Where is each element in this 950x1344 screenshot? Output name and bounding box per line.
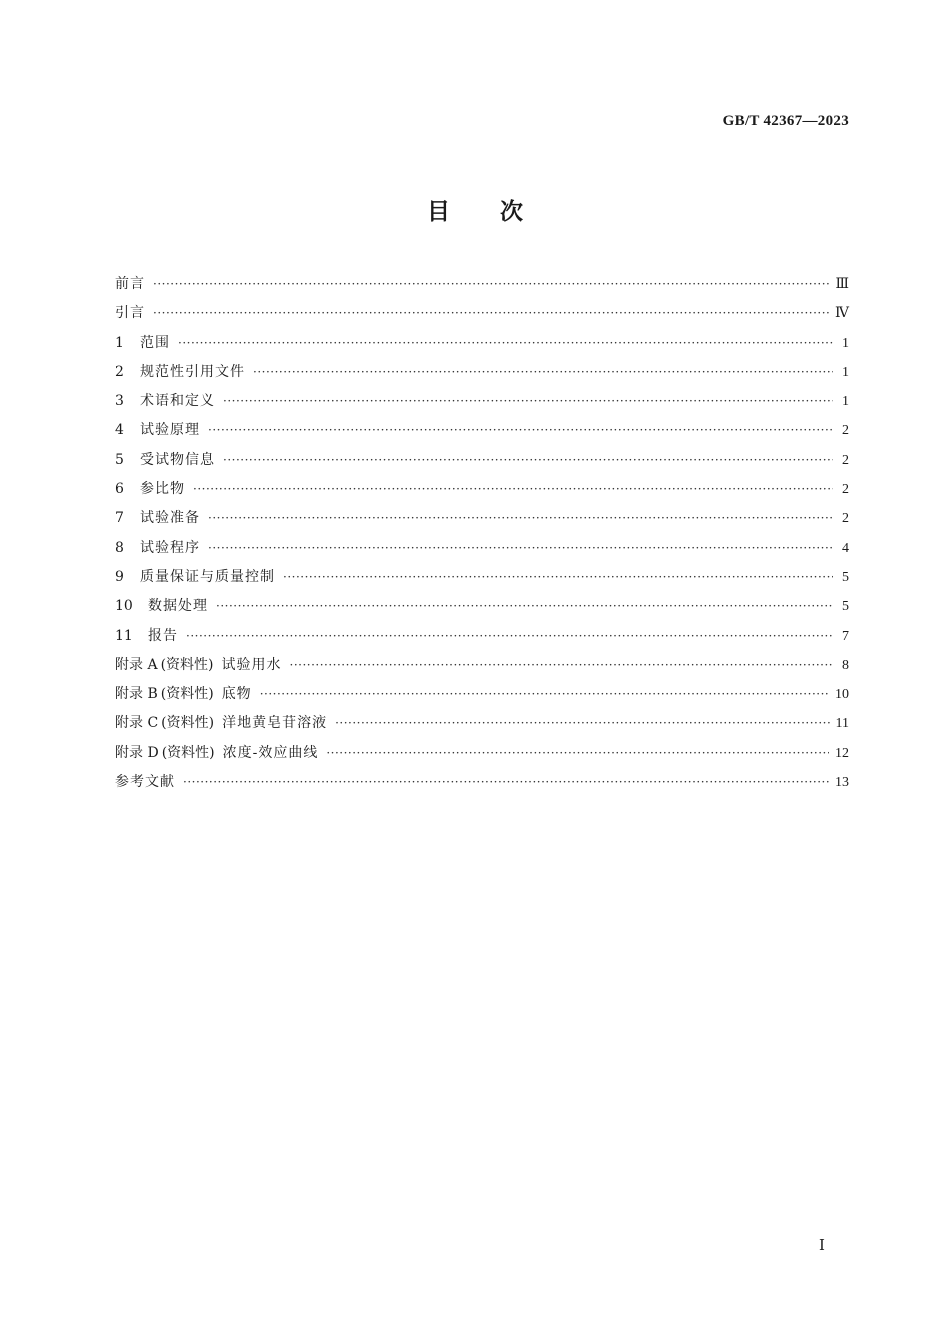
toc-entry-label: 规范性引用文件 (140, 363, 245, 380)
toc-entry-number: 4 (115, 422, 124, 439)
toc-leader-dots (208, 504, 833, 533)
toc-entry-5[interactable] (115, 446, 849, 475)
toc-leader-dots (178, 329, 833, 358)
annex-designation: 附录 A (115, 656, 158, 673)
toc-entry-label: 参比物 (140, 481, 185, 498)
toc-page-number: 2 (842, 511, 849, 527)
table-of-contents (115, 270, 849, 797)
toc-entry-annex-a[interactable] (115, 651, 849, 680)
toc-leader-dots (208, 416, 833, 445)
toc-entry-6[interactable] (115, 475, 849, 504)
toc-entry-number: 9 (115, 568, 124, 585)
toc-entry-label: 参考文献 (115, 774, 175, 791)
toc-entry-label: 洋地黄皂苷溶液 (222, 715, 328, 732)
toc-leader-dots (153, 270, 829, 299)
page-number: Ⅰ (819, 1238, 825, 1254)
toc-entry-label: 范围 (140, 334, 170, 351)
toc-leader-dots (223, 446, 833, 475)
toc-entry-number: 1 (115, 334, 124, 351)
toc-entry-label: 受试物信息 (140, 451, 215, 468)
toc-entry-number: 11 (115, 627, 133, 644)
annex-designation: 附录 D (115, 744, 159, 761)
toc-entry-3[interactable] (115, 387, 849, 416)
toc-entry-bibliography[interactable] (115, 768, 849, 797)
toc-leader-dots (193, 475, 833, 504)
toc-page-number: 11 (835, 716, 849, 732)
toc-entry-label: 底物 (221, 686, 252, 703)
toc-entry-label: 试验准备 (140, 510, 200, 527)
toc-page-number: 1 (842, 335, 849, 351)
toc-page-number: 1 (842, 394, 849, 410)
toc-page-number: Ⅳ (835, 306, 849, 322)
toc-entry-number: 6 (115, 481, 124, 498)
toc-page-number: 1 (842, 364, 849, 380)
toc-leader-dots (183, 768, 829, 797)
toc-entry-label: 试验程序 (140, 539, 200, 556)
toc-leader-dots (153, 299, 829, 328)
annex-classification: (资料性) (161, 715, 215, 732)
standard-code: GB/T 42367—2023 (722, 113, 849, 129)
toc-entry-11[interactable] (115, 622, 849, 651)
toc-entry-label: 报告 (148, 627, 178, 644)
toc-entry-number: 3 (115, 393, 124, 410)
toc-annex-number (115, 739, 215, 768)
toc-entry-10[interactable] (115, 592, 849, 621)
annex-classification: (资料性) (161, 744, 215, 761)
toc-title: 目次 (427, 199, 573, 225)
toc-entry-number: 10 (115, 598, 133, 615)
toc-leader-dots (283, 563, 833, 592)
toc-annex-number (115, 709, 214, 738)
toc-page-number: 2 (842, 452, 849, 468)
toc-entry-number: 8 (115, 539, 124, 556)
toc-entry-label: 试验用水 (221, 656, 282, 673)
toc-page-number: 13 (835, 775, 849, 791)
toc-page-number: Ⅲ (835, 277, 849, 292)
toc-leader-dots (223, 387, 833, 416)
toc-entry-label: 质量保证与质量控制 (140, 568, 275, 585)
toc-page-number: 2 (842, 482, 849, 498)
toc-entry-label: 前言 (115, 276, 145, 292)
toc-page-number: 5 (842, 569, 849, 585)
toc-entry-number: 2 (115, 363, 124, 380)
toc-leader-dots (260, 680, 829, 709)
annex-classification: (资料性) (160, 656, 214, 673)
toc-entry-foreword[interactable] (115, 270, 849, 299)
toc-entry-annex-b[interactable] (115, 680, 849, 709)
toc-entry-label: 数据处理 (148, 598, 208, 615)
annex-classification: (资料性) (160, 686, 214, 703)
toc-entry-label: 浓度-效应曲线 (222, 744, 319, 761)
toc-page-number: 2 (842, 423, 849, 439)
toc-leader-dots (335, 709, 829, 738)
toc-entry-9[interactable] (115, 563, 849, 592)
toc-leader-dots (253, 358, 833, 387)
toc-entry-4[interactable] (115, 416, 849, 445)
toc-annex-number (115, 680, 214, 709)
toc-page-number: 8 (842, 657, 849, 673)
toc-page-number: 4 (842, 540, 849, 556)
toc-entry-label: 术语和定义 (140, 393, 215, 410)
toc-entry-1[interactable] (115, 329, 849, 358)
annex-designation: 附录 B (115, 686, 158, 703)
toc-leader-dots (216, 592, 833, 621)
toc-page-number: 7 (842, 628, 849, 644)
toc-leader-dots (208, 534, 833, 563)
toc-page-number: 5 (842, 599, 849, 615)
toc-entry-number: 7 (115, 510, 124, 527)
toc-entry-label: 试验原理 (140, 422, 200, 439)
toc-entry-annex-d[interactable] (115, 739, 849, 768)
annex-designation: 附录 C (115, 715, 159, 732)
toc-leader-dots (290, 651, 834, 680)
toc-entry-annex-c[interactable] (115, 709, 849, 738)
toc-entry-8[interactable] (115, 534, 849, 563)
toc-entry-label: 引言 (115, 305, 145, 322)
toc-annex-number (115, 651, 214, 680)
toc-page-number: 10 (835, 687, 849, 703)
toc-leader-dots (186, 622, 833, 651)
toc-entry-2[interactable] (115, 358, 849, 387)
toc-entry-introduction[interactable] (115, 299, 849, 328)
toc-entry-7[interactable] (115, 504, 849, 533)
toc-leader-dots (326, 739, 829, 768)
toc-entry-number: 5 (115, 451, 124, 468)
toc-page-number: 12 (835, 745, 849, 761)
